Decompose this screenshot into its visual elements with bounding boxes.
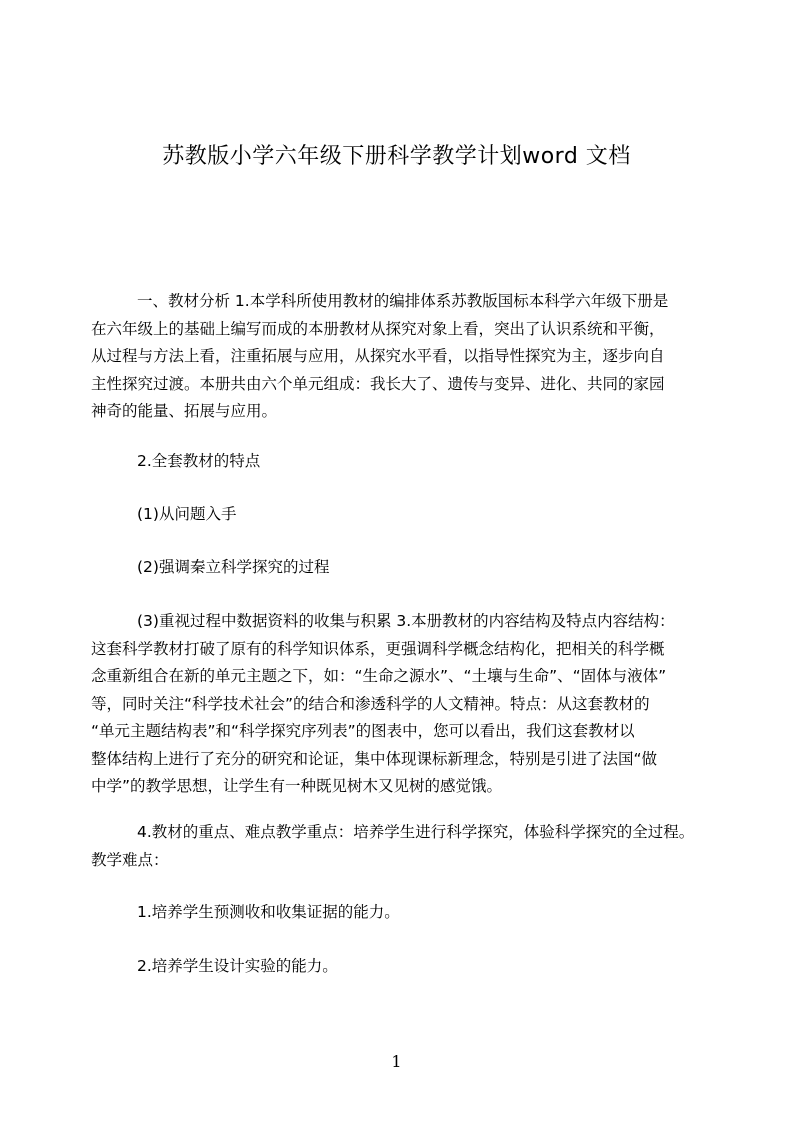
text-line: 这套科学教材打破了原有的科学知识体系，更强调科学概念结构化，把相关的科学概 bbox=[91, 639, 665, 658]
text-line: 念重新组合在新的单元主题之下，如：“生命之源水”、“土壤与生命”、“固体与液体” bbox=[91, 667, 667, 685]
text-line: 在六年级上的基础上编写而成的本册教材从探究对象上看，突出了认识系统和平衡， bbox=[91, 319, 665, 338]
page-number: 1 bbox=[391, 1052, 402, 1071]
paragraph-textbook-analysis bbox=[91, 288, 706, 426]
paragraph-difficulty-1 bbox=[91, 899, 706, 927]
text-line: (2)强调秦立科学探究的过程 bbox=[137, 558, 330, 576]
text-line: 一、教材分析 1.本学科所使用教材的编排体系苏教版国标本科学六年级下册是 bbox=[137, 292, 669, 310]
text-line: 主性探究过渡。本册共由六个单元组成：我长大了、遗传与变异、进化、共同的家园 bbox=[91, 374, 665, 393]
text-line: 1.培养学生预测收和收集证据的能力。 bbox=[137, 903, 400, 921]
text-line: 2.培养学生设计实验的能力。 bbox=[137, 957, 338, 975]
document-title: 苏教版小学六年级下册科学教学计划word 文档 bbox=[162, 144, 631, 169]
text-line: 整体结构上进行了充分的研究和论证，集中体现课标新理念，特别是引进了法国“做 bbox=[91, 749, 658, 768]
text-line: 2.全套教材的特点 bbox=[137, 452, 261, 470]
text-line: 从过程与方法上看，注重拓展与应用，从探究水平看，以指导性探究为主，逐步向自 bbox=[91, 347, 665, 365]
text-line: 4.教材的重点、难点教学重点：培养学生进行科学探究，体验科学探究的全过程。 bbox=[137, 823, 695, 841]
text-line: 神奇的能量、拓展与应用。 bbox=[91, 402, 278, 420]
paragraph-key-points bbox=[91, 819, 706, 874]
paragraph-features-heading bbox=[91, 448, 706, 476]
paragraph-feature-2 bbox=[91, 554, 706, 582]
text-line: (1)从问题入手 bbox=[137, 505, 237, 523]
paragraph-difficulty-2 bbox=[91, 953, 706, 981]
paragraph-feature-3-structure bbox=[91, 608, 706, 801]
text-line: 等，同时关注“科学技术社会”的结合和渗透科学的人文精神。特点：从这套教材的 bbox=[91, 694, 650, 713]
paragraph-feature-1 bbox=[91, 501, 706, 529]
text-line: 中学”的教学思想，让学生有一种既见树木又见树的感觉饿。 bbox=[91, 777, 503, 795]
text-line: 教学难点： bbox=[91, 850, 169, 869]
text-line: “单元主题结构表”和“科学探究序列表”的图表中，您可以看出，我们这套教材以 bbox=[91, 722, 635, 740]
text-line: (3)重视过程中数据资料的收集与积累 3.本册教材的内容结构及特点内容结构： bbox=[137, 612, 675, 630]
